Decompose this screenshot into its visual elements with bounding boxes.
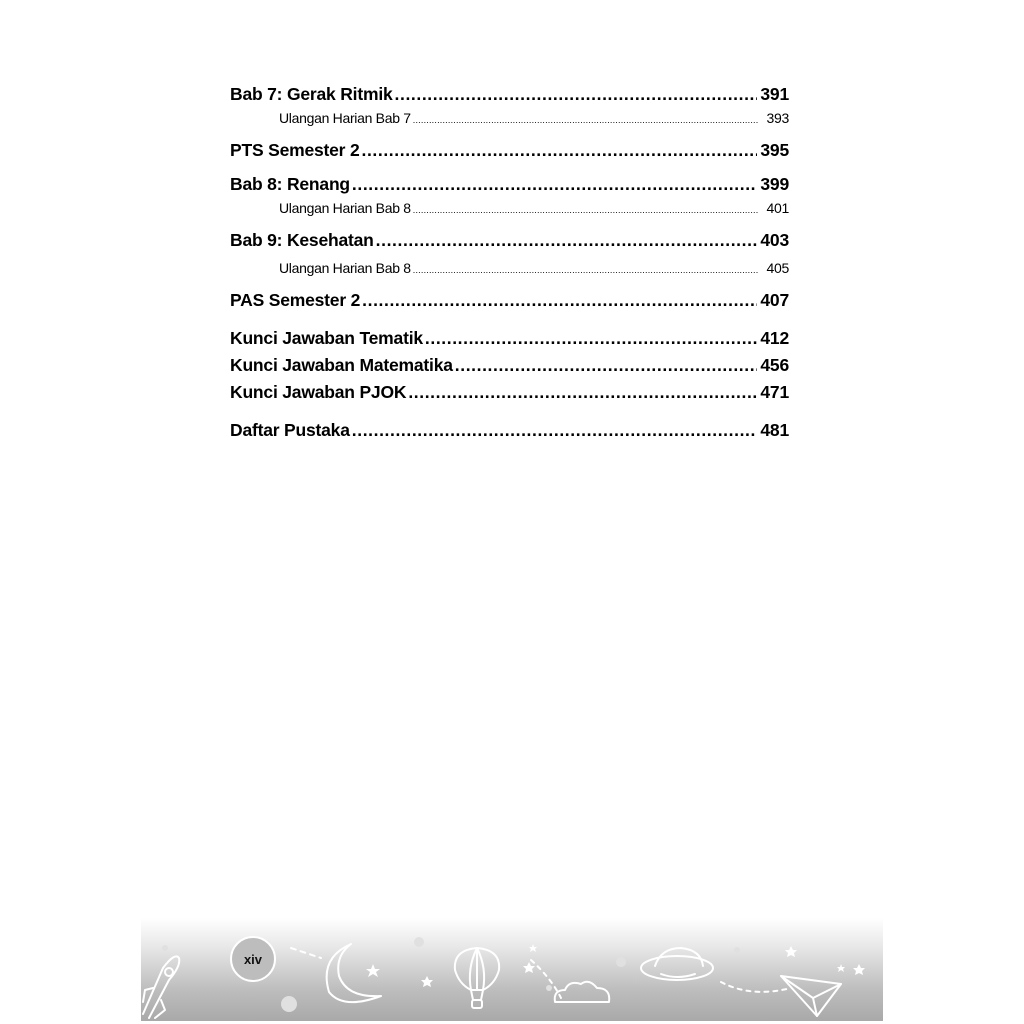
toc-subentry-page: 393 bbox=[766, 110, 789, 126]
toc-entry-page: 403 bbox=[760, 230, 789, 250]
toc-subentry-title: Ulangan Harian Bab 7 bbox=[279, 110, 411, 126]
cloud-icon bbox=[555, 982, 610, 1002]
dot-leader bbox=[413, 265, 759, 275]
toc-entry-title: PTS Semester 2 bbox=[230, 140, 360, 160]
dot-leader bbox=[408, 382, 757, 403]
rocket-icon bbox=[143, 956, 179, 1018]
dashed-trail bbox=[721, 982, 791, 992]
toc-entry-page: 412 bbox=[760, 328, 789, 348]
toc-subentry-page: 405 bbox=[766, 260, 789, 276]
toc-entry-page: 456 bbox=[760, 355, 789, 375]
paper-plane-icon bbox=[781, 976, 841, 1016]
dot-leader bbox=[376, 230, 758, 251]
dot-leader bbox=[413, 205, 759, 215]
toc-subentry[interactable] bbox=[230, 110, 789, 130]
dot-leader bbox=[362, 290, 757, 311]
dot-leader bbox=[455, 355, 758, 376]
dot-leader bbox=[413, 115, 759, 125]
toc-entry-page: 399 bbox=[760, 174, 789, 194]
toc-subentry[interactable] bbox=[230, 260, 789, 280]
dashed-trail bbox=[291, 948, 321, 958]
toc-entry-page: 407 bbox=[760, 290, 789, 310]
toc-entry-title: PAS Semester 2 bbox=[230, 290, 361, 310]
toc-subentry[interactable] bbox=[230, 200, 789, 220]
page-number-badge: xiv bbox=[230, 936, 276, 982]
toc-entry[interactable] bbox=[230, 174, 789, 200]
dot-leader bbox=[352, 420, 758, 441]
toc-entry-title: Bab 9: Kesehatan bbox=[230, 230, 374, 250]
toc-subentry-page: 401 bbox=[766, 200, 789, 216]
toc-entry-page: 481 bbox=[760, 420, 789, 440]
toc-entry[interactable] bbox=[230, 328, 789, 354]
toc-entry-page: 391 bbox=[760, 84, 789, 104]
toc-entry[interactable] bbox=[230, 140, 789, 166]
toc-entry-title: Kunci Jawaban Matematika bbox=[230, 355, 453, 375]
toc-entry[interactable] bbox=[230, 230, 789, 256]
toc-subentry-title: Ulangan Harian Bab 8 bbox=[279, 200, 411, 216]
toc-entry-page: 471 bbox=[760, 382, 789, 402]
table-of-contents bbox=[230, 84, 789, 446]
hot-air-balloon-icon bbox=[455, 948, 499, 1008]
toc-entry[interactable] bbox=[230, 290, 789, 316]
toc-entry[interactable] bbox=[230, 84, 789, 110]
footer-illustration-band bbox=[141, 918, 883, 1021]
toc-entry-title: Bab 7: Gerak Ritmik bbox=[230, 84, 393, 104]
toc-entry-title: Bab 8: Renang bbox=[230, 174, 350, 194]
dot-leader bbox=[362, 140, 758, 161]
dot-leader bbox=[352, 174, 757, 195]
star-icon bbox=[366, 944, 865, 987]
toc-entry-page: 395 bbox=[760, 140, 789, 160]
dot-leader bbox=[395, 84, 758, 105]
toc-entry[interactable] bbox=[230, 355, 789, 381]
toc-subentry-title: Ulangan Harian Bab 8 bbox=[279, 260, 411, 276]
toc-entry-title: Daftar Pustaka bbox=[230, 420, 350, 440]
toc-entry[interactable] bbox=[230, 382, 789, 408]
toc-entry-title: Kunci Jawaban PJOK bbox=[230, 382, 407, 402]
dot-leader bbox=[425, 328, 757, 349]
planet-icon bbox=[641, 948, 713, 980]
toc-entry[interactable] bbox=[230, 420, 789, 446]
toc-entry-title: Kunci Jawaban Tematik bbox=[230, 328, 423, 348]
